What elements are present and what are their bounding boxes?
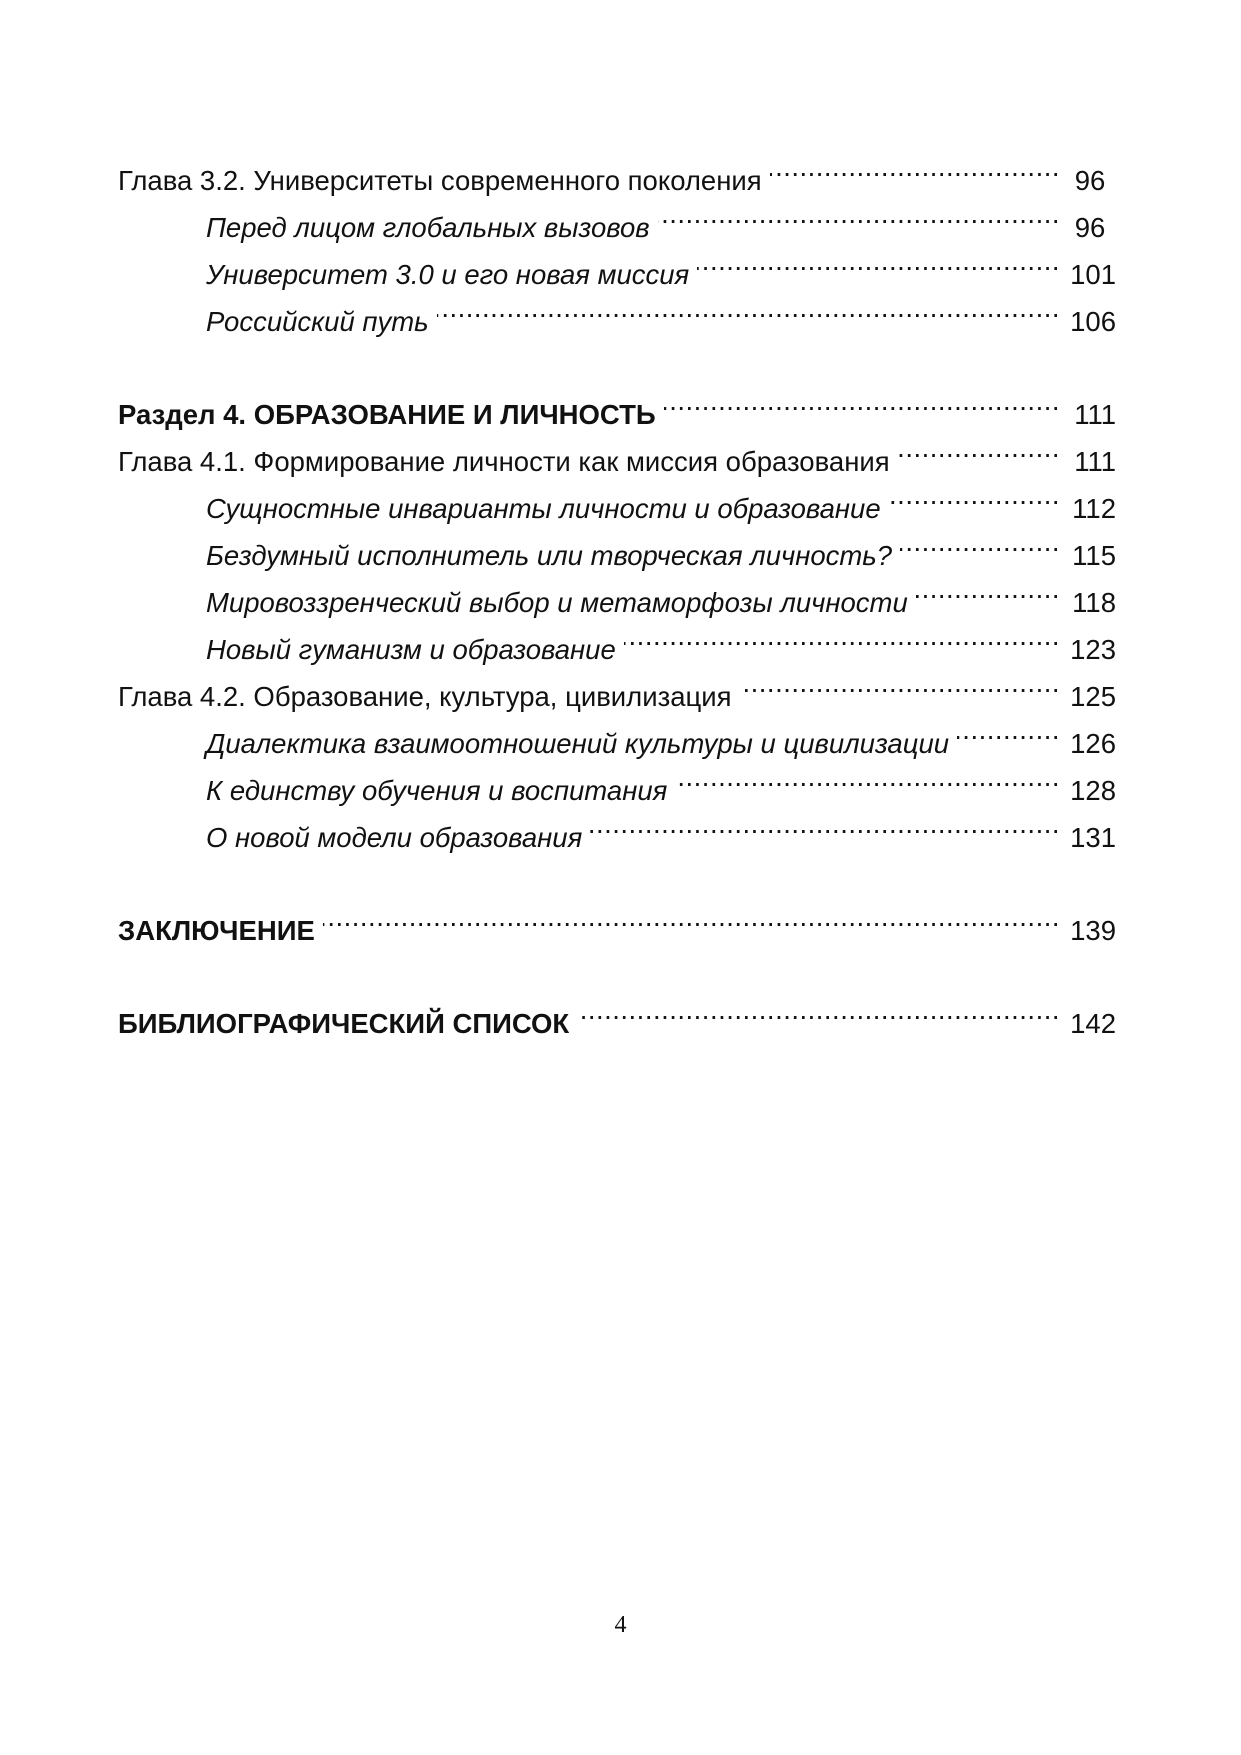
dot-leader bbox=[770, 143, 1060, 190]
toc-entry-page: 118 bbox=[1072, 587, 1116, 618]
toc-entry-page: 112 bbox=[1072, 493, 1116, 524]
toc-entry-title: Диалектика взаимоотношений культуры и цивилизации bbox=[206, 728, 950, 759]
dot-leader bbox=[590, 800, 1060, 847]
toc-entry-title: Сущностные инварианты личности и образование bbox=[206, 493, 881, 524]
dot-leader bbox=[916, 565, 1060, 612]
toc-entry-title: Мировоззренческий выбор и метаморфозы личности bbox=[206, 587, 908, 618]
toc-entry-page: 96 bbox=[1074, 212, 1106, 243]
table-of-contents bbox=[118, 143, 1116, 1039]
toc-entry-title: Раздел 4. ОБРАЗОВАНИЕ И ЛИЧНОСТЬ bbox=[118, 399, 656, 430]
toc-entry-page: 111 bbox=[1074, 399, 1116, 430]
toc-entry-page: 131 bbox=[1070, 822, 1116, 853]
toc-entry-page: 139 bbox=[1070, 915, 1116, 946]
toc-entry-title: Глава 4.2. Образование, культура, цивилизация bbox=[118, 681, 732, 712]
toc-entry-title: ЗАКЛЮЧЕНИЕ bbox=[118, 915, 315, 946]
toc-entry-page: 128 bbox=[1070, 775, 1116, 806]
dot-leader bbox=[675, 753, 1060, 800]
page-number: 4 bbox=[614, 1612, 627, 1638]
dot-leader bbox=[889, 471, 1060, 518]
toc-entry-conclusion bbox=[118, 893, 1116, 946]
toc-entry-page: 106 bbox=[1070, 306, 1116, 337]
toc-entry-page: 126 bbox=[1070, 728, 1116, 759]
toc-entry-section-4 bbox=[118, 377, 1116, 430]
toc-entry-title: Бездумный исполнитель или творческая личность? bbox=[206, 540, 893, 571]
dot-leader bbox=[898, 424, 1060, 471]
dot-leader bbox=[624, 612, 1060, 659]
toc-entry-page: 115 bbox=[1072, 540, 1116, 571]
toc-entry-title: БИБЛИОГРАФИЧЕСКИЙ СПИСОК bbox=[118, 1008, 570, 1039]
toc-entry-title: Глава 3.2. Университеты современного поколения bbox=[118, 165, 762, 196]
toc-entry-bibliography bbox=[118, 986, 1116, 1039]
dot-leader bbox=[658, 190, 1060, 237]
toc-entry-title: К единству обучения и воспитания bbox=[206, 775, 668, 806]
toc-entry-title: Глава 4.1. Формирование личности как миссия образования bbox=[118, 446, 890, 477]
dot-leader bbox=[697, 237, 1060, 284]
toc-entry-page: 123 bbox=[1070, 634, 1116, 665]
toc-entry-page: 125 bbox=[1070, 681, 1116, 712]
dot-leader bbox=[577, 986, 1060, 1033]
toc-entry-title: Университет 3.0 и его новая миссия bbox=[206, 259, 690, 290]
dot-leader bbox=[740, 659, 1061, 706]
dot-leader bbox=[437, 284, 1060, 331]
dot-leader bbox=[900, 518, 1060, 565]
toc-entry-page: 96 bbox=[1074, 165, 1106, 196]
toc-entry-title: Новый гуманизм и образование bbox=[206, 634, 616, 665]
toc-entry-page: 111 bbox=[1074, 446, 1116, 477]
dot-leader bbox=[957, 706, 1060, 753]
toc-entry-page: 142 bbox=[1070, 1008, 1116, 1039]
toc-entry-title: Российский путь bbox=[206, 306, 429, 337]
dot-leader bbox=[664, 377, 1060, 424]
toc-entry-chapter-3-2 bbox=[118, 143, 1116, 196]
toc-entry-title: О новой модели образования bbox=[206, 822, 583, 853]
toc-entry-title: Перед лицом глобальных вызовов bbox=[206, 212, 650, 243]
dot-leader bbox=[323, 893, 1060, 940]
toc-entry-page: 101 bbox=[1070, 259, 1116, 290]
